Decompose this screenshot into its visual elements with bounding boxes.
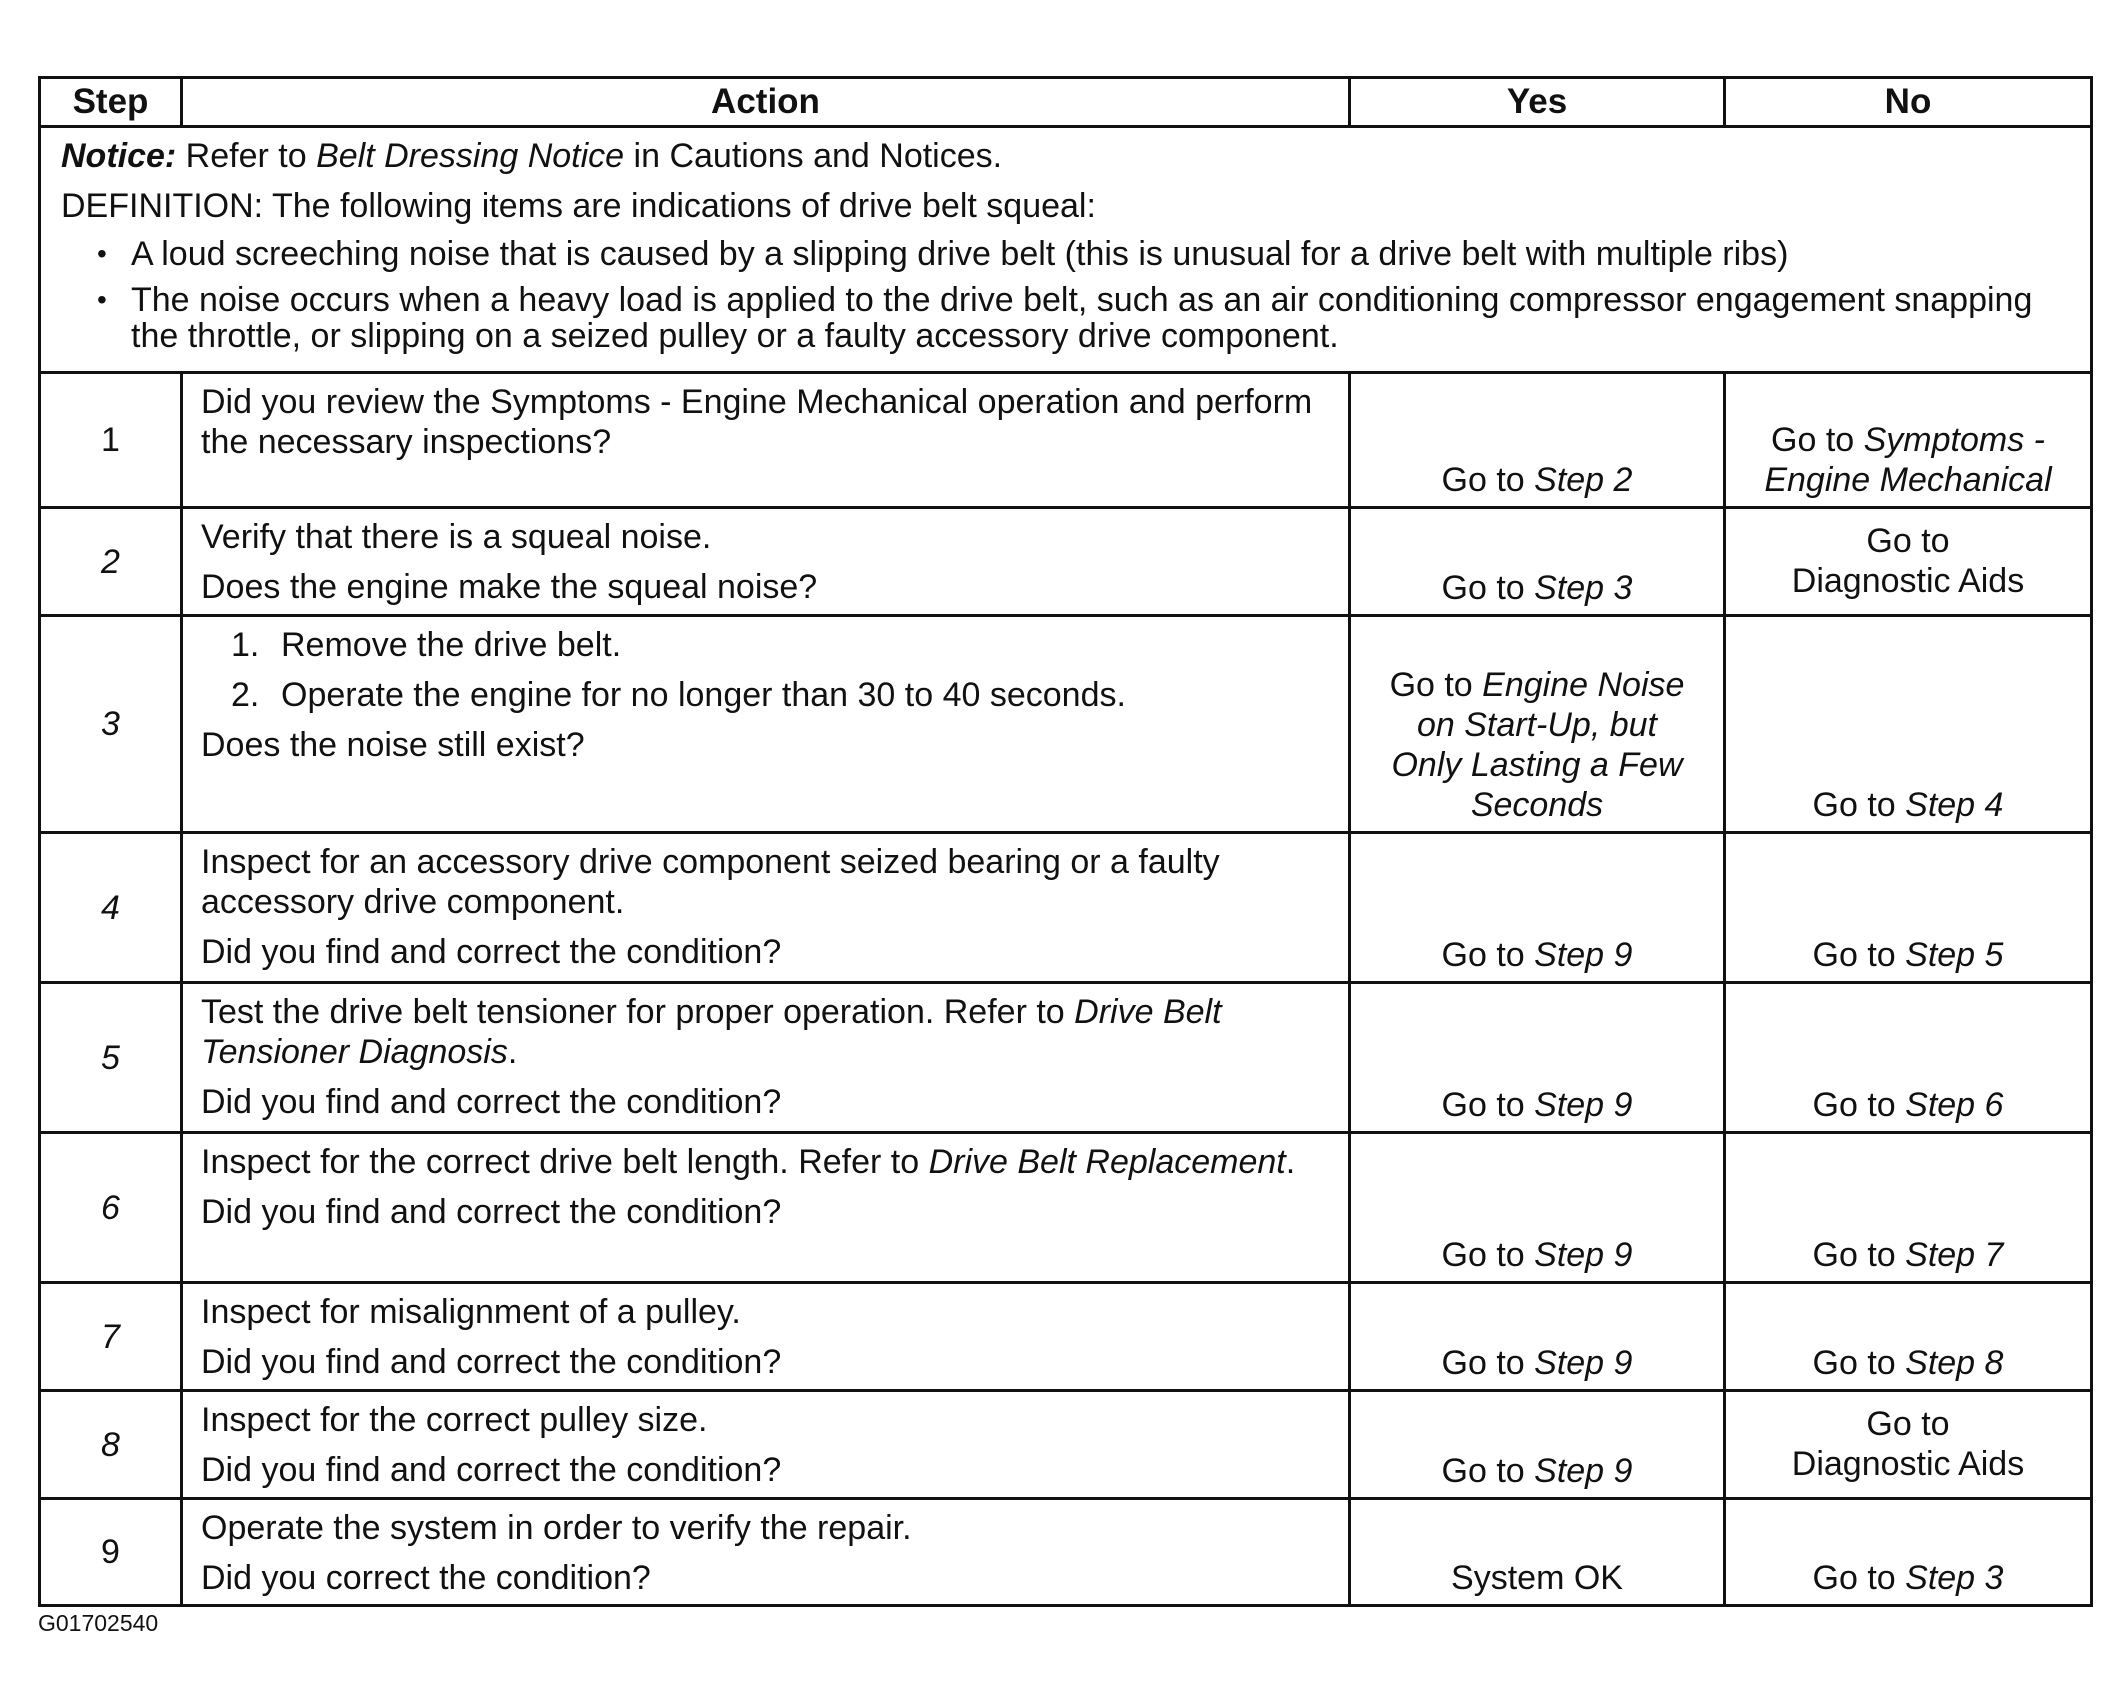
yes-cell (1350, 508, 1725, 616)
yes-cell (1350, 1391, 1725, 1499)
notice-cell (40, 127, 2092, 373)
yes-text: Go to (1441, 1344, 1535, 1382)
action-text: Did you review the Symptoms - Engine Mechanical operation and perform the necessary inspections? (201, 383, 1313, 461)
no-link[interactable]: Step 3 (1905, 1559, 2004, 1597)
action-text-part: . (507, 1033, 518, 1071)
notice-row (40, 127, 2092, 373)
yes-link[interactable]: Only Lasting a Few (1391, 746, 1683, 784)
notice-label: Notice: (61, 137, 177, 175)
action-cell (182, 1133, 1350, 1283)
yes-link[interactable]: Step 9 (1534, 1452, 1633, 1490)
action-text-part: . (1285, 1143, 1296, 1181)
no-cell (1725, 1283, 2092, 1391)
yes-link[interactable]: Seconds (1470, 786, 1604, 824)
no-text: Go to (1866, 1404, 1950, 1443)
definition-bullet (97, 236, 2070, 272)
action-cell (182, 1283, 1350, 1391)
no-text: Go to (1812, 936, 1906, 974)
action-text (201, 992, 1332, 1072)
no-text: Go to (1771, 421, 1864, 459)
no-link[interactable]: Symptoms - (1863, 421, 2045, 459)
table-row (40, 1499, 2092, 1606)
action-cell (182, 616, 1350, 833)
action-text: Inspect for the correct pulley size. (201, 1401, 708, 1439)
no-text: Go to (1812, 1236, 1906, 1274)
yes-link[interactable]: Step 2 (1534, 461, 1633, 499)
yes-link[interactable]: Step 3 (1534, 569, 1633, 607)
action-text: Verify that there is a squeal noise. (201, 518, 712, 556)
yes-text: Go to (1441, 1452, 1535, 1490)
action-cell (182, 1391, 1350, 1499)
action-text-part: Test the drive belt tensioner for proper operation. Refer to (201, 993, 1075, 1031)
yes-text: Go to (1441, 1236, 1535, 1274)
no-cell (1725, 1391, 2092, 1499)
sub-step-text: Remove the drive belt. (281, 626, 622, 664)
sub-step-number: 2. (231, 676, 260, 714)
yes-cell (1350, 1283, 1725, 1391)
step-number: 5 (40, 983, 182, 1133)
step-number: 9 (40, 1499, 182, 1606)
bullet-icon: • (97, 284, 107, 315)
notice-text-after: in Cautions and Notices. (624, 137, 1003, 175)
yes-link[interactable]: Engine Noise (1482, 666, 1685, 704)
table-row (40, 833, 2092, 983)
no-link[interactable]: Engine Mechanical (1764, 461, 2052, 499)
step-number: 3 (40, 616, 182, 833)
no-link[interactable]: Diagnostic Aids (1791, 1444, 2025, 1483)
definition-intro: DEFINITION: The following items are indications of drive belt squeal: (61, 187, 1096, 225)
yes-link[interactable]: Step 9 (1534, 1236, 1633, 1274)
bullet-icon: • (97, 238, 107, 269)
definition-bullet-text: A loud screeching noise that is caused by a slipping drive belt (this is unusual for a drive belt with multiple ribs) (131, 235, 1789, 273)
yes-link[interactable]: Step 9 (1534, 1344, 1633, 1382)
table-row (40, 983, 2092, 1133)
table-row (40, 616, 2092, 833)
no-link[interactable]: Step 7 (1905, 1236, 2004, 1274)
action-question: Did you find and correct the condition? (201, 1343, 782, 1381)
no-cell (1725, 1133, 2092, 1283)
step-number: 1 (40, 373, 182, 508)
no-cell (1725, 983, 2092, 1133)
yes-cell (1350, 983, 1725, 1133)
action-cell (182, 1499, 1350, 1606)
yes-cell (1350, 1133, 1725, 1283)
no-cell (1725, 508, 2092, 616)
no-text: Go to (1812, 1344, 1906, 1382)
action-question: Did you correct the condition? (201, 1559, 651, 1597)
yes-text: Go to (1389, 666, 1483, 704)
no-cell (1725, 616, 2092, 833)
yes-cell (1350, 833, 1725, 983)
header-action: Action (182, 78, 1350, 127)
action-question: Did you find and correct the condition? (201, 933, 782, 971)
action-question: Did you find and correct the condition? (201, 1083, 782, 1121)
notice-text-before: Refer to (176, 137, 317, 175)
step-number: 2 (40, 508, 182, 616)
table-row (40, 1133, 2092, 1283)
notice-reference: Belt Dressing Notice (316, 137, 625, 175)
action-text: Inspect for an accessory drive component seized bearing or a faulty accessory drive component. (201, 843, 1220, 921)
yes-text: Go to (1441, 936, 1535, 974)
yes-link[interactable]: Step 9 (1534, 1086, 1633, 1124)
action-cell (182, 833, 1350, 983)
no-cell (1725, 833, 2092, 983)
table-row (40, 1283, 2092, 1391)
no-text: Go to (1812, 786, 1906, 824)
yes-cell (1350, 616, 1725, 833)
yes-cell (1350, 373, 1725, 508)
yes-link[interactable]: Step 9 (1534, 936, 1633, 974)
no-cell (1725, 1499, 2092, 1606)
no-text: Go to (1812, 1086, 1906, 1124)
action-question: Did you find and correct the condition? (201, 1451, 782, 1489)
step-number: 4 (40, 833, 182, 983)
definition-bullet-text: The noise occurs when a heavy load is applied to the drive belt, such as an air conditioning compressor engagement snapping the throttle, or slipping on a seized pulley or a faulty accessory drive component. (131, 281, 2033, 355)
no-link[interactable]: Step 8 (1905, 1344, 2004, 1382)
action-text: Inspect for misalignment of a pulley. (201, 1293, 741, 1331)
no-link[interactable]: Diagnostic Aids (1791, 561, 2025, 600)
action-text (201, 1142, 1332, 1182)
yes-link[interactable]: on Start-Up, but (1416, 706, 1657, 744)
yes-text: System OK (1451, 1559, 1623, 1597)
action-text-part: Inspect for the correct drive belt length. Refer to (201, 1143, 929, 1181)
yes-text: Go to (1441, 569, 1535, 607)
diagnostic-table (38, 76, 2093, 1607)
table-row (40, 1391, 2092, 1499)
no-text: Go to (1866, 521, 1950, 560)
table-row (40, 373, 2092, 508)
yes-cell (1350, 1499, 1725, 1606)
header-no: No (1725, 78, 2092, 127)
no-cell (1725, 373, 2092, 508)
action-cell (182, 508, 1350, 616)
action-text: Operate the system in order to verify the repair. (201, 1509, 912, 1547)
action-question: Does the noise still exist? (201, 726, 585, 764)
table-header-row (40, 78, 2092, 127)
yes-text: Go to (1441, 1086, 1535, 1124)
header-yes: Yes (1350, 78, 1725, 127)
action-cell (182, 983, 1350, 1133)
action-cell (182, 373, 1350, 508)
step-number: 6 (40, 1133, 182, 1283)
action-reference[interactable]: Drive Belt Replacement (928, 1143, 1286, 1181)
sub-step-text: Operate the engine for no longer than 30 to 40 seconds. (281, 676, 1126, 714)
yes-text: Go to (1441, 461, 1535, 499)
definition-bullet (97, 282, 2070, 354)
notice-text (61, 136, 2070, 176)
sub-step (231, 625, 1332, 665)
no-text: Go to (1812, 1559, 1906, 1597)
step-number: 8 (40, 1391, 182, 1499)
table-row (40, 508, 2092, 616)
no-link[interactable]: Step 4 (1905, 786, 2004, 824)
header-step: Step (40, 78, 182, 127)
action-question: Does the engine make the squeal noise? (201, 568, 818, 606)
action-reference[interactable]: Drive Belt Tensioner Diagnosis (201, 993, 1222, 1071)
no-link[interactable]: Step 6 (1905, 1086, 2004, 1124)
step-number: 7 (40, 1283, 182, 1391)
no-link[interactable]: Step 5 (1905, 936, 2004, 974)
action-question: Did you find and correct the condition? (201, 1193, 782, 1231)
figure-id: G01702540 (38, 1610, 159, 1636)
sub-step-number: 1. (231, 626, 260, 664)
sub-step (231, 675, 1332, 715)
